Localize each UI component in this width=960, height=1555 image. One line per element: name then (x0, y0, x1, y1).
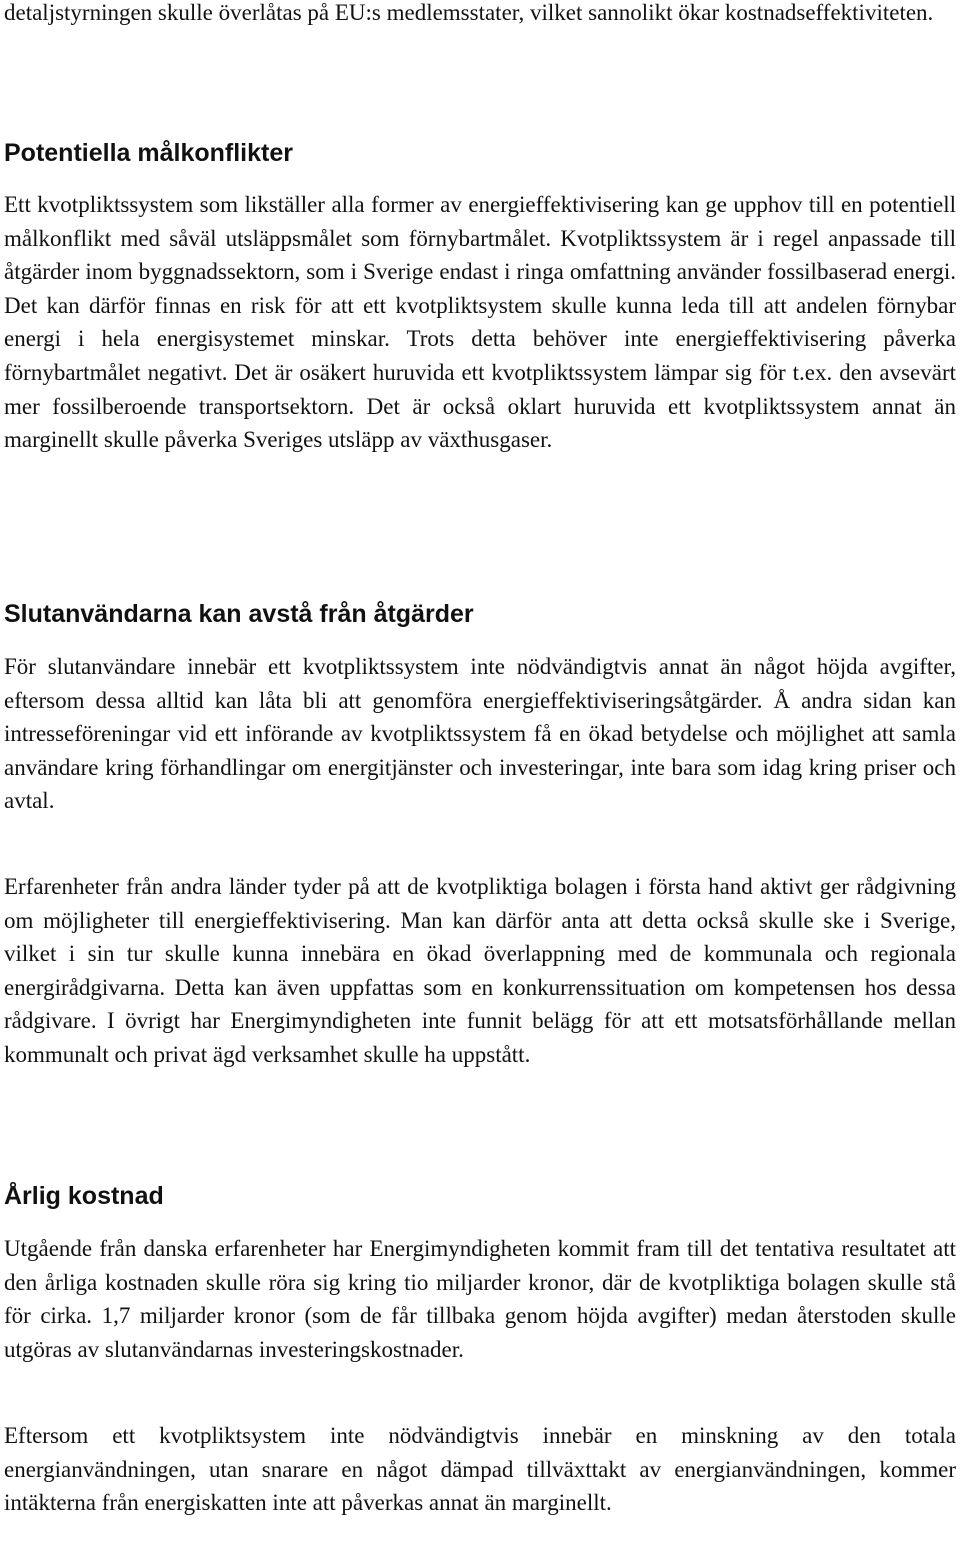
intro-paragraph: detaljstyrningen skulle överlåtas på EU:s medlemsstater, vilket sannolikt ökar kostnadseffektiviteten. (4, 0, 934, 25)
section-heading-goal-conflicts: Potentiella målkonflikter (4, 139, 293, 167)
annual-cost-paragraph: Utgående från danska erfarenheter har Energimyndigheten kommit fram till det tentativa resultatet att den årliga kostnaden skulle röra sig kring tio miljarder kronor, där de kvotpliktiga bolagen skulle stå för cirka. 1,7 miljarder kronor (som de får tillbaka genom höjda avgifter) medan återstoden skulle utgöras av slutanvändarnas investeringskostnader. (4, 1236, 956, 1362)
section-heading-annual-cost: Årlig kostnad (4, 1182, 164, 1210)
energy-consumption-paragraph: Eftersom ett kvotpliktsystem inte nödvändigtvis innebär en minskning av den totala energianvändningen, utan snarare en något dämpad tillväxttakt av energianvändningen, kommer intäkterna från energiskatten inte att påverkas annat än marginellt. (4, 1423, 956, 1516)
end-users-paragraph: För slutanvändare innebär ett kvotpliktssystem inte nödvändigtvis annat än något höjda avgifter, eftersom dessa alltid kan låta bli att genomföra energieffektiviseringsåtgärder. Å andra sidan kan intresseföreningar vid ett införande av kvotpliktssystem få en ökad betydelse och möjlighet att samla användare kring förhandlingar om energitjänster och investeringar, inte bara som idag kring priser och avtal. (4, 654, 956, 814)
section-heading-end-users: Slutanvändarna kan avstå från åtgärder (4, 600, 474, 628)
experience-paragraph: Erfarenheter från andra länder tyder på att de kvotpliktiga bolagen i första hand aktivt ger rådgivning om möjligheter till energieffektivisering. Man kan därför anta att detta också skulle ske i Sverige, vilket i sin tur skulle kunna innebära en ökad överlappning med de kommunala och regionala energirådgivarna. Detta kan även uppfattas som en konkurrenssituation om kompetensen hos dessa rådgivare. I övrigt har Energimyndigheten inte funnit belägg för att ett motsatsförhållande mellan kommunalt och privat ägd verksamhet skulle ha uppstått. (4, 874, 956, 1067)
goal-conflicts-paragraph: Ett kvotpliktssystem som likställer alla former av energieffektivisering kan ge upphov till en potentiell målkonflikt med såväl utsläppsmålet som förnybartmålet. Kvotpliktssystem är i regel anpassade till åtgärder inom byggnadssektorn, som i Sverige endast i ringa omfattning använder fossilbaserad energi. Det kan därför finnas en risk för att ett kvotpliktsystem skulle kunna leda till att andelen förnybar energi i hela energisystemet minskar. Trots detta behöver inte energieffektivisering påverka förnybartmålet negativt. Det är osäkert huruvida ett kvotpliktssystem lämpar sig för t.ex. den avsevärt mer fossilberoende transportsektorn. Det är också oklart huruvida ett kvotpliktssystem annat än marginellt skulle påverka Sveriges utsläpp av växthusgaser. (4, 192, 956, 453)
